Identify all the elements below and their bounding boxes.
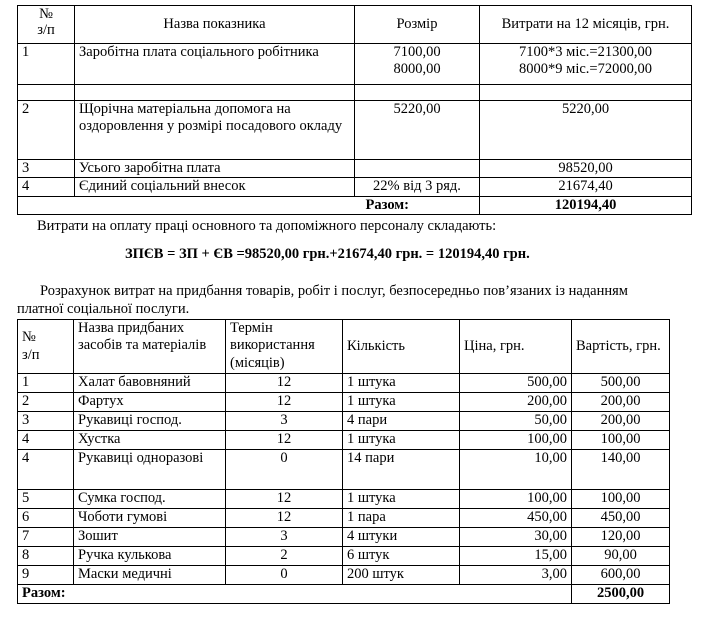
- row-name: Маски медичні: [74, 566, 226, 585]
- header-annual-cost: Витрати на 12 місяців, грн.: [480, 6, 692, 44]
- row-cost: 7100*3 міс.=21300,00 8000*9 міс.=72000,00: [480, 44, 692, 85]
- row-number: 3: [18, 160, 75, 178]
- table-row: [18, 101, 692, 160]
- row-number: 1: [18, 374, 74, 393]
- table-row: [18, 509, 670, 528]
- row-term: 12: [226, 490, 343, 509]
- row-quantity: 4 пари: [343, 412, 460, 431]
- row-quantity: 1 штука: [343, 374, 460, 393]
- header-quantity: Кількість: [343, 320, 460, 374]
- row-name: Зошит: [74, 528, 226, 547]
- row-price: 15,00: [460, 547, 572, 566]
- row-price: 450,00: [460, 509, 572, 528]
- row-price: 100,00: [460, 490, 572, 509]
- row-term: 0: [226, 450, 343, 490]
- table-row: [18, 528, 670, 547]
- row-price: 50,00: [460, 412, 572, 431]
- row-term: 12: [226, 374, 343, 393]
- header-cost: Вартість, грн.: [572, 320, 670, 374]
- row-name: Єдиний соціальний внесок: [75, 178, 355, 196]
- row-number: 2: [18, 101, 75, 160]
- row-name: Чоботи гумові: [74, 509, 226, 528]
- row-cost: 450,00: [572, 509, 670, 528]
- row-size: 22% від 3 ряд.: [355, 178, 480, 196]
- paragraph-purchase-line-2: платної соціальної послуги.: [17, 301, 190, 317]
- table-row: [18, 178, 692, 196]
- row-term: 3: [226, 412, 343, 431]
- header-number: № з/п: [18, 6, 75, 44]
- row-name: Рукавиці одноразові: [74, 450, 226, 490]
- row-size: 5220,00: [355, 101, 480, 160]
- table-header-row: [18, 6, 692, 44]
- row-cost: 21674,40: [480, 178, 692, 196]
- row-price: 30,00: [460, 528, 572, 547]
- table-row: [18, 412, 670, 431]
- row-cost: 500,00: [572, 374, 670, 393]
- row-cost: 200,00: [572, 412, 670, 431]
- total-value: 120194,40: [480, 196, 692, 214]
- formula: ЗПЄВ = ЗП + ЄВ =98520,00 грн.+21674,40 грн. = 120194,40 грн.: [125, 246, 530, 262]
- header-item-name: Назва придбаних засобів та матеріалів: [74, 320, 226, 374]
- row-term: 2: [226, 547, 343, 566]
- row-quantity: 1 пара: [343, 509, 460, 528]
- header-price: Ціна, грн.: [460, 320, 572, 374]
- row-name: Ручка кулькова: [74, 547, 226, 566]
- row-term: 3: [226, 528, 343, 547]
- table-row: [18, 160, 692, 178]
- paragraph-labor-cost: Витрати на оплату праці основного та допоміжного персоналу складають:: [37, 218, 497, 234]
- row-price: 3,00: [460, 566, 572, 585]
- row-name: Хустка: [74, 431, 226, 450]
- materials-cost-table: [17, 319, 670, 604]
- row-price: 100,00: [460, 431, 572, 450]
- row-name: Халат бавовняний: [74, 374, 226, 393]
- total-label: Разом:: [18, 196, 480, 214]
- row-term: 0: [226, 566, 343, 585]
- row-cost: 5220,00: [480, 101, 692, 160]
- row-quantity: 1 штука: [343, 393, 460, 412]
- row-cost: 90,00: [572, 547, 670, 566]
- row-number: 1: [18, 44, 75, 85]
- row-name: Фартух: [74, 393, 226, 412]
- row-name: Сумка господ.: [74, 490, 226, 509]
- row-cost: 600,00: [572, 566, 670, 585]
- row-quantity: 4 штуки: [343, 528, 460, 547]
- row-quantity: 200 штук: [343, 566, 460, 585]
- row-size: [355, 160, 480, 178]
- header-size: Розмір: [355, 6, 480, 44]
- row-number: 2: [18, 393, 74, 412]
- row-name: Заробітна плата соціального робітника: [75, 44, 355, 85]
- row-cost: 100,00: [572, 431, 670, 450]
- row-cost: 98520,00: [480, 160, 692, 178]
- total-value: 2500,00: [572, 585, 670, 604]
- paragraph-purchase-line-1: Розрахунок витрат на придбання товарів, робіт і послуг, безпосередньо пов’язаних із наданням: [40, 283, 628, 299]
- table-spacer-row: [18, 85, 692, 101]
- table-row: [18, 431, 670, 450]
- row-number: 3: [18, 412, 74, 431]
- row-number: 7: [18, 528, 74, 547]
- row-size: 7100,00 8000,00: [355, 44, 480, 85]
- row-price: 200,00: [460, 393, 572, 412]
- row-quantity: 1 штука: [343, 490, 460, 509]
- table-total-row: [18, 585, 670, 604]
- header-term: Термін використання (місяців): [226, 320, 343, 374]
- row-quantity: 6 штук: [343, 547, 460, 566]
- salary-cost-table: [17, 5, 692, 215]
- table-header-row: [18, 320, 670, 374]
- row-quantity: 1 штука: [343, 431, 460, 450]
- total-label: Разом:: [18, 585, 572, 604]
- row-number: 9: [18, 566, 74, 585]
- row-term: 12: [226, 509, 343, 528]
- table-row: [18, 393, 670, 412]
- row-price: 500,00: [460, 374, 572, 393]
- row-number: 4: [18, 450, 74, 490]
- row-number: 4: [18, 431, 74, 450]
- table-row: [18, 44, 692, 85]
- header-number: № з/п: [18, 320, 74, 374]
- header-indicator-name: Назва показника: [75, 6, 355, 44]
- table-row: [18, 547, 670, 566]
- table-row: [18, 490, 670, 509]
- row-quantity: 14 пари: [343, 450, 460, 490]
- row-cost: 200,00: [572, 393, 670, 412]
- row-term: 12: [226, 393, 343, 412]
- row-cost: 140,00: [572, 450, 670, 490]
- row-name: Усього заробітна плата: [75, 160, 355, 178]
- table-row: [18, 450, 670, 490]
- row-number: 4: [18, 178, 75, 196]
- row-price: 10,00: [460, 450, 572, 490]
- row-name: Рукавиці господ.: [74, 412, 226, 431]
- row-term: 12: [226, 431, 343, 450]
- row-number: 8: [18, 547, 74, 566]
- row-cost: 100,00: [572, 490, 670, 509]
- table-row: [18, 374, 670, 393]
- row-number: 6: [18, 509, 74, 528]
- row-name: Щорічна матеріальна допомога на оздоровлення у розмірі посадового окладу: [75, 101, 355, 160]
- table-row: [18, 566, 670, 585]
- row-number: 5: [18, 490, 74, 509]
- row-cost: 120,00: [572, 528, 670, 547]
- table-total-row: [18, 196, 692, 214]
